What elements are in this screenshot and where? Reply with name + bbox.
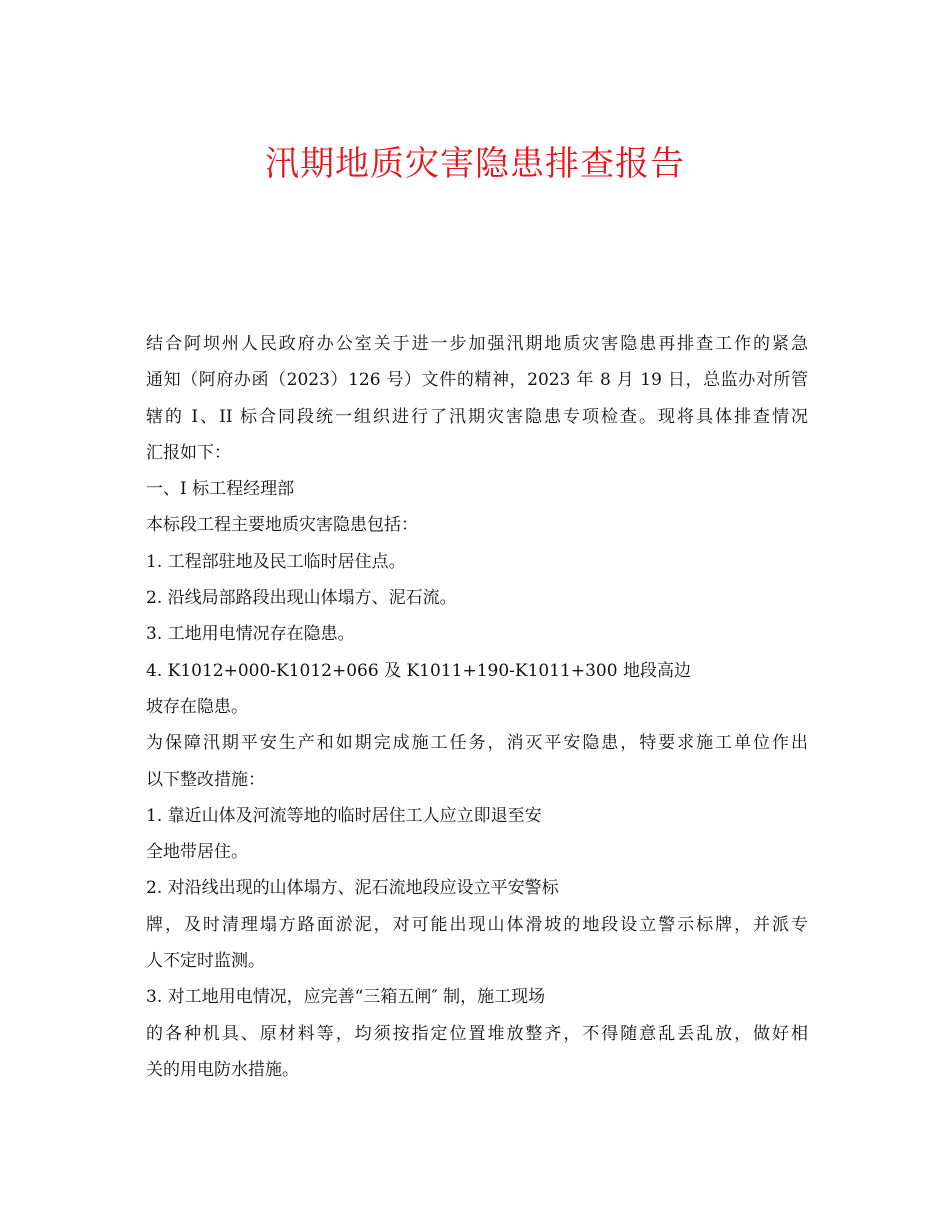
text-line: 本标段工程主要地质灾害隐患包括： xyxy=(146,515,418,536)
text-line: 以下整改措施： xyxy=(146,769,265,790)
text-line: 为保障汛期平安生产和如期完成施工任务，消灭平安隐患，特要求施工单位作出 xyxy=(146,733,808,754)
text-line: 的各种机具、原材料等，均须按指定位置堆放整齐，不得随意乱丢乱放，做好相 xyxy=(146,1023,808,1044)
section-heading: 一、I 标工程经理部 xyxy=(146,479,295,500)
list-item: 2. 对沿线出现的山体塌方、泥石流地段应设立平安警标 xyxy=(146,878,559,899)
text-line: 人不定时监测。 xyxy=(146,951,265,972)
report-body xyxy=(146,326,808,1088)
list-item: 1. 靠近山体及河流等地的临时居住工人应立即退至安 xyxy=(146,805,542,826)
page-title: 汛期地质灾害隐患排查报告 xyxy=(265,144,685,184)
text-line: 关的用电防水措施。 xyxy=(146,1059,299,1080)
text-line: 全地带居住。 xyxy=(146,842,248,863)
list-item: 1. 工程部驻地及民工临时居住点。 xyxy=(146,551,406,572)
text-line: 通知（阿府办函（2023）126 号）文件的精神，2023 年 8 月 19 日，总监办对所管 xyxy=(146,370,808,391)
list-item: 3. 对工地用电情况，应完善“三箱五闸″ 制，施工现场 xyxy=(146,987,546,1008)
text-line: 汇报如下： xyxy=(146,442,231,463)
text-line: 坡存在隐患。 xyxy=(146,696,248,717)
text-line: 结合阿坝州人民政府办公室关于进一步加强汛期地质灾害隐患再排查工作的紧急 xyxy=(146,334,808,354)
list-item: 3. 工地用电情况存在隐患。 xyxy=(146,624,355,645)
list-item: 4. K1012+000-K1012+066 及 K1011+190-K1011+300 地段高边 xyxy=(146,660,691,681)
list-item: 2. 沿线局部路段出现山体塌方、泥石流。 xyxy=(146,588,457,609)
text-line: 辖的 I、II 标合同段统一组织进行了汛期灾害隐患专项检查。现将具体排查情况 xyxy=(146,406,808,427)
text-line: 牌，及时清理塌方路面淤泥，对可能出现山体滑坡的地段设立警示标牌，并派专 xyxy=(146,914,808,935)
